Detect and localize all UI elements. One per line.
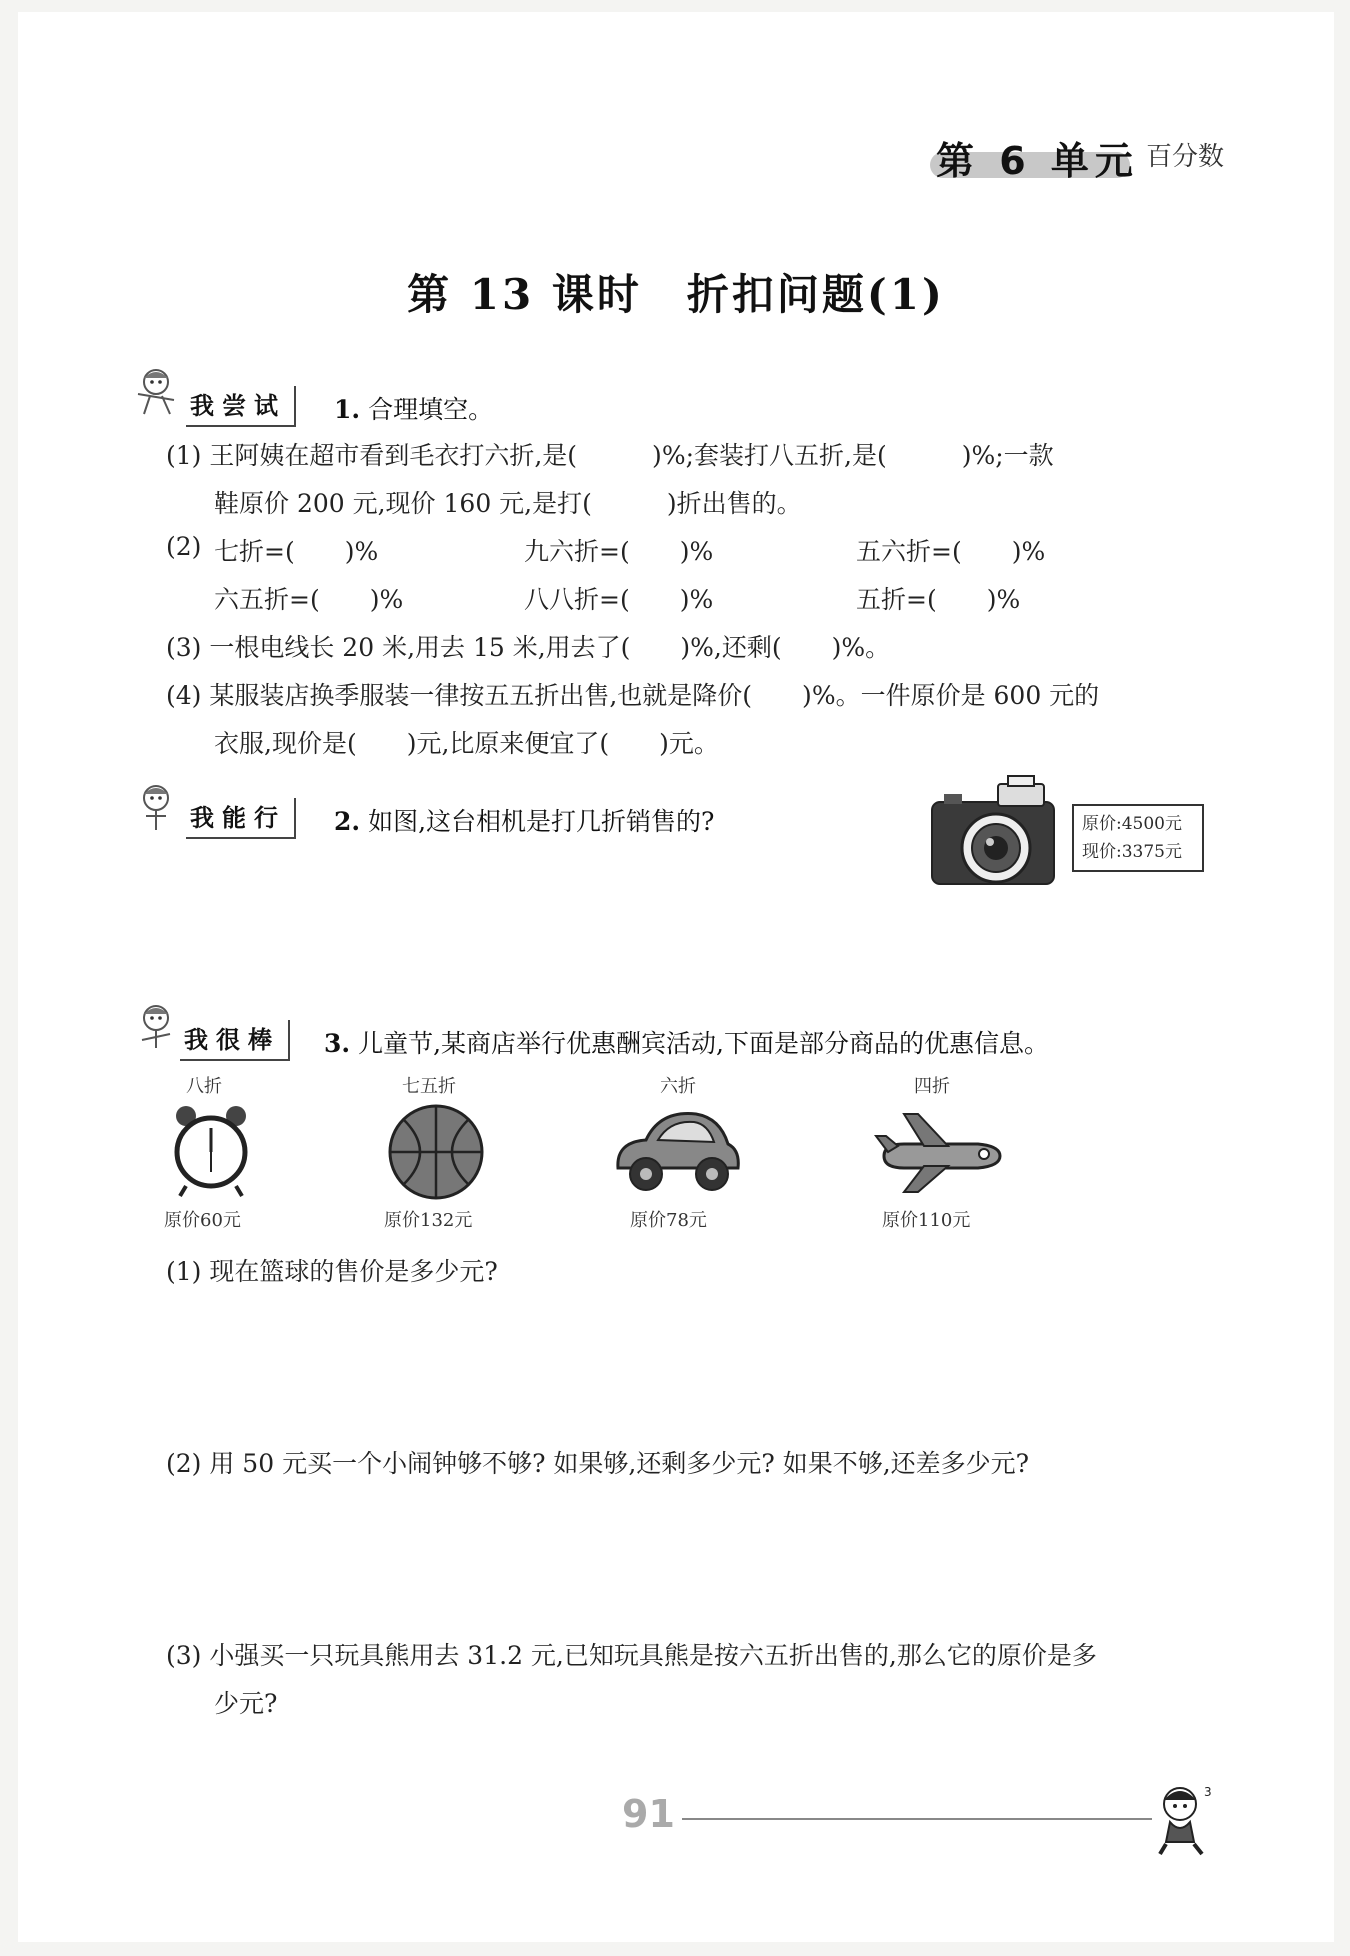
- q1-part1-line2: 鞋原价 200 元,现价 160 元,是打( )折出售的。: [214, 489, 802, 518]
- lesson-title: 第 13 课时 折扣问题(1): [407, 270, 945, 319]
- q3-part3-line1: (3) 小强买一只玩具熊用去 31.2 元,已知玩具熊是按六五折出售的,那么它的原价是多: [166, 1641, 1097, 1670]
- girl-mascot-icon: [130, 364, 186, 420]
- camera-current-price: 现价:3375元: [1082, 842, 1182, 862]
- q3-part3-line2: 少元?: [214, 1689, 278, 1718]
- toy-car-icon: [610, 1104, 744, 1200]
- basketball-icon: [386, 1102, 486, 1202]
- product-price: 原价132元: [384, 1210, 473, 1231]
- q1-part3: (3) 一根电线长 20 米,用去 15 米,用去了( )%,还剩( )%。: [166, 633, 891, 662]
- q3-number: 3.: [324, 1029, 351, 1058]
- product-price: 原价78元: [630, 1210, 707, 1231]
- girl-mascot-icon: [130, 780, 186, 836]
- camera-icon: [928, 772, 1058, 892]
- q3-part2: (2) 用 50 元买一个小闹钟够不够? 如果够,还剩多少元? 如果不够,还差多少元?: [166, 1449, 1030, 1478]
- q3-title: [324, 1024, 1049, 1060]
- section-badge-great: 我很棒: [180, 1020, 290, 1061]
- unit-title: 第 6 单元: [936, 139, 1139, 183]
- product-discount: 四折: [914, 1076, 950, 1097]
- footer-rule: [682, 1818, 1152, 1820]
- boy-mascot-icon: [1148, 1782, 1218, 1856]
- page-number: 91: [622, 1792, 675, 1836]
- product-discount: 七五折: [402, 1076, 456, 1097]
- q3-title-text: 儿童节,某商店举行优惠酬宾活动,下面是部分商品的优惠信息。: [358, 1029, 1049, 1058]
- svg-text:3: 3: [1204, 1785, 1212, 1799]
- q1-part2-item: 五六折=( )%: [856, 537, 1046, 566]
- q1-part2-item: 六五折=( )%: [214, 585, 404, 614]
- q1-part2-label: (2): [166, 532, 202, 561]
- product-price: 原价60元: [164, 1210, 241, 1231]
- unit-topic: 百分数: [1146, 142, 1225, 172]
- camera-original-price: 原价:4500元: [1082, 814, 1182, 834]
- q1-title: [334, 390, 493, 426]
- workbook-page: [18, 12, 1334, 1942]
- alarm-clock-icon: [168, 1102, 254, 1198]
- q1-part2-item: 七折=( )%: [214, 537, 379, 566]
- section-badge-can: 我能行: [186, 798, 296, 839]
- q1-part4-line2: 衣服,现价是( )元,比原来便宜了( )元。: [214, 729, 719, 758]
- q3-part1: (1) 现在篮球的售价是多少元?: [166, 1257, 498, 1286]
- q1-part4-line1: (4) 某服装店换季服装一律按五五折出售,也就是降价( )%。一件原价是 600 元的: [166, 681, 1100, 710]
- product-price: 原价110元: [882, 1210, 971, 1231]
- q2-title-text: 如图,这台相机是打几折销售的?: [368, 807, 715, 836]
- q1-part1-line1: (1) 王阿姨在超市看到毛衣打六折,是( )%;套装打八五折,是( )%;一款: [166, 441, 1054, 470]
- q2-number: 2.: [334, 807, 361, 836]
- q2-title: [334, 802, 714, 838]
- airplane-icon: [874, 1110, 1004, 1194]
- q1-part2-item: 八八折=( )%: [524, 585, 714, 614]
- q1-part2-item: 五折=( )%: [856, 585, 1021, 614]
- q1-part2-item: 九六折=( )%: [524, 537, 714, 566]
- q1-number: 1.: [334, 395, 361, 424]
- girl-mascot-icon: [130, 1000, 186, 1056]
- q1-title-text: 合理填空。: [368, 395, 494, 424]
- section-badge-try: 我尝试: [186, 386, 296, 427]
- camera-price-box: [1072, 804, 1204, 872]
- product-discount: 八折: [186, 1076, 222, 1097]
- product-discount: 六折: [660, 1076, 696, 1097]
